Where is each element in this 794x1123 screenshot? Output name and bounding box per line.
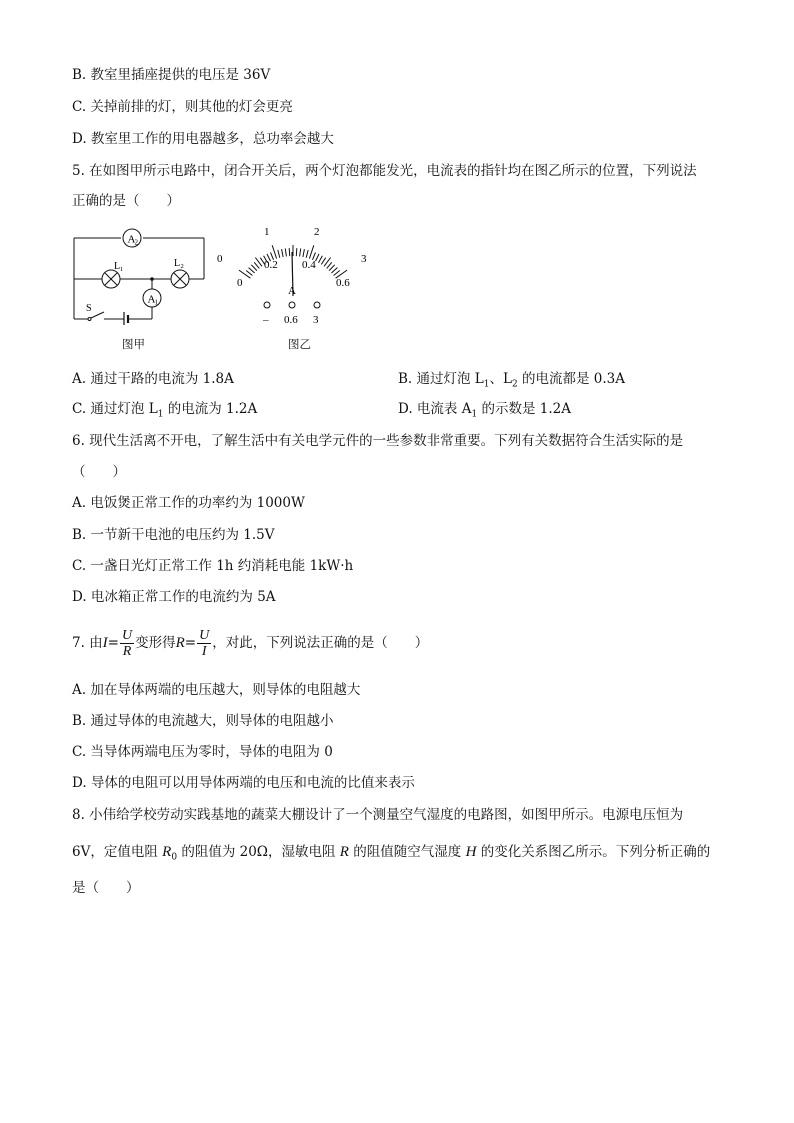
dial-upper-label-1: 1 (264, 226, 270, 238)
dial-tick (278, 250, 280, 258)
terminal-label-neg: – (263, 314, 269, 326)
q6-option-a: A. 电饭煲正常工作的功率约为 1000W (72, 495, 305, 511)
dial-tick (303, 249, 305, 257)
svg-text:2: 2 (180, 263, 184, 270)
dial-tick (306, 250, 308, 258)
dial-tick (316, 254, 320, 261)
dial-tick (327, 262, 332, 268)
q5-option-d: D. 电流表 $A_1$ 的示数是 1.2A (398, 401, 572, 420)
dial-lower-label-0: 0 (237, 277, 243, 289)
fig-yi-caption: 图乙 (288, 337, 311, 351)
dial-tick (296, 248, 297, 256)
dial-tick (331, 268, 337, 273)
dial-tick (282, 249, 284, 257)
dial-tick (300, 249, 301, 257)
q5-option-c: C. 通过灯泡 $L_1$ 的电流为 1.2A (72, 401, 258, 420)
q6-stem-line1: 6. 现代生活离不开电，了解生活中有关电学元件的一些参数非常重要。下列有关数据符合生活实际的是 (72, 433, 684, 449)
fraction-u-over-i: $\frac{U}{I}$ (199, 628, 210, 659)
terminal-label-3: 3 (313, 314, 319, 326)
circuit-diagram-jia (66, 225, 211, 325)
svg-text:1: 1 (154, 298, 158, 307)
q8-stem-line2: 6V，定值电阻 $R_0$ 的阻值为 20Ω，湿敏电阻 R 的阻值随空气湿度 H 的变化关系图乙所示。下列分析正确的 (72, 844, 711, 863)
dial-tick (319, 256, 323, 263)
a2-label: A (127, 233, 136, 246)
dial-tick (285, 249, 286, 257)
q6-stem-line2: （ ） (72, 464, 126, 480)
svg-text:A: A (147, 293, 156, 306)
dial-lower-label-3: 0.6 (336, 277, 350, 289)
svg-text:1: 1 (120, 266, 124, 273)
q4-option-c: C. 关掉前排的灯，则其他的灯会更亮 (72, 99, 293, 115)
svg-text:L: L (114, 261, 121, 272)
dial-tick (249, 268, 255, 273)
dial-lower-label-1: 0.2 (264, 259, 278, 271)
fig-jia-caption: 图甲 (122, 337, 145, 351)
dial-tick (246, 271, 252, 276)
q7-option-a: A. 加在导体两端的电压越大，则导体的电阻越大 (72, 682, 361, 698)
terminal-label-0-6: 0.6 (284, 314, 298, 326)
dial-tick (329, 265, 335, 271)
dial-upper-label-0: 0 (217, 253, 223, 265)
terminal-3-icon (314, 302, 320, 308)
terminal-0-6-icon (289, 302, 295, 308)
q5-stem-line2: 正确的是（ ） (72, 193, 180, 209)
dial-lower-label-2: 0.4 (302, 259, 316, 271)
q8-stem-line3: 是（ ） (72, 880, 140, 896)
q7-option-c: C. 当导体两端电压为零时，导体的电阻为 0 (72, 744, 333, 760)
q7-option-d: D. 导体的电阻可以用导体两端的电压和电流的比值来表示 (72, 775, 415, 791)
svg-text:S: S (86, 303, 92, 314)
dial-upper-label-2: 2 (314, 226, 320, 238)
dial-tick (334, 271, 340, 276)
q5-option-a: A. 通过干路的电流为 1.8A (72, 371, 234, 387)
svg-text:L: L (174, 258, 181, 269)
dial-tick (289, 248, 290, 256)
q6-option-b: B. 一节新干电池的电压约为 1.5V (72, 527, 275, 543)
q5-stem-line1: 5. 在如图甲所示电路中，闭合开关后，两个灯泡都能发光，电流表的指针均在图乙所示的位置，下列说法 (72, 163, 697, 179)
dial-tick (272, 245, 276, 258)
dial-upper-label-3: 3 (361, 253, 367, 265)
q5-option-b: B. 通过灯泡 $L_1$、$L_2$ 的电流都是 0.3A (398, 371, 626, 390)
dial-tick (251, 265, 257, 271)
dial-tick (321, 258, 325, 265)
q4-option-b: B. 教室里插座提供的电压是 36V (72, 67, 271, 83)
ammeter-dial-yi (212, 222, 382, 328)
switch-s-icon (91, 312, 104, 318)
dial-meter-symbol: A (288, 285, 296, 297)
q8-stem-line1: 8. 小伟给学校劳动实践基地的蔬菜大棚设计了一个测量空气湿度的电路图，如图甲所示。电源电压恒为 (72, 807, 684, 823)
fraction-u-over-r: $\frac{U}{R}$ (121, 628, 133, 659)
q7-option-b: B. 通过导体的电流越大，则导体的电阻越小 (72, 713, 334, 729)
terminal-negative-icon (264, 302, 270, 308)
q4-option-d: D. 教室里工作的用电器越多，总功率会越大 (72, 131, 334, 147)
q6-option-d: D. 电冰箱正常工作的电流约为 5A (72, 589, 276, 605)
q7-stem: 7. 由I= $\frac{U}{R}$ 变形得R= $\frac{U}{I}$ ，对此，下列说法正确的是（ ） (72, 628, 429, 659)
q6-option-c: C. 一盏日光灯正常工作 1h 约消耗电能 1kW·h (72, 558, 354, 574)
svg-text:2: 2 (134, 238, 138, 247)
dial-tick (254, 262, 259, 268)
dial-tick (309, 245, 313, 258)
